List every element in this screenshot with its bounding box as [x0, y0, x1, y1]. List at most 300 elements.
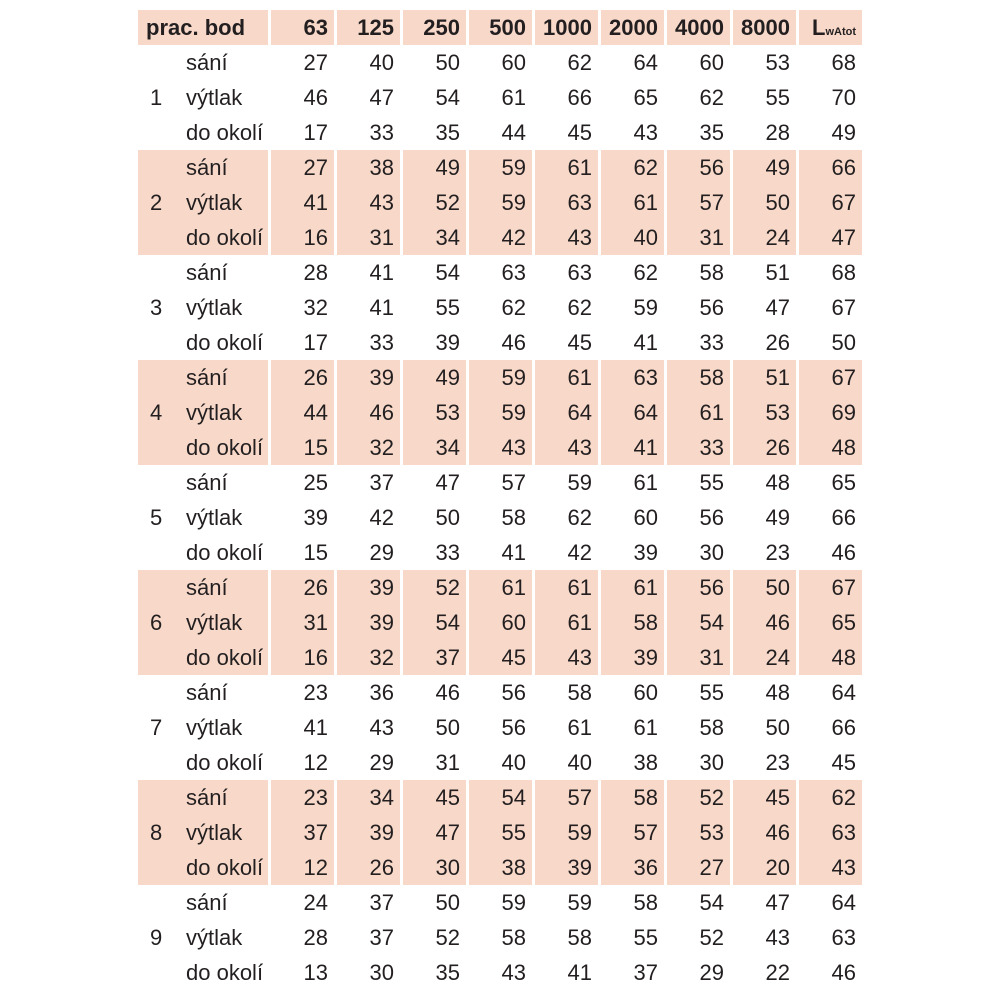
- value-cell: 60: [598, 675, 664, 710]
- row-label: do okolí: [186, 645, 264, 670]
- table-row: [138, 745, 862, 780]
- point-number: 3: [150, 295, 163, 320]
- table-row: [138, 430, 862, 465]
- value-cell: 62: [664, 80, 730, 115]
- row-label: výtlak: [186, 820, 243, 845]
- value-cell: 58: [598, 780, 664, 815]
- value-cell: 56: [664, 570, 730, 605]
- value-cell: 55: [664, 465, 730, 500]
- header-total: [796, 10, 862, 45]
- value-cell: 45: [400, 780, 466, 815]
- value-cell: 61: [598, 570, 664, 605]
- value-cell: 63: [598, 360, 664, 395]
- value-cell: 60: [664, 45, 730, 80]
- value-cell: 16: [268, 640, 334, 675]
- row-label-cell: [138, 535, 268, 570]
- total-cell: 63: [796, 815, 862, 850]
- total-cell: 67: [796, 185, 862, 220]
- value-cell: 32: [334, 430, 400, 465]
- point-number: 7: [150, 715, 163, 740]
- value-cell: 54: [466, 780, 532, 815]
- value-cell: 46: [400, 675, 466, 710]
- value-cell: 43: [532, 640, 598, 675]
- row-label: sání: [186, 470, 228, 495]
- row-label: sání: [186, 680, 228, 705]
- value-cell: 33: [664, 325, 730, 360]
- value-cell: 60: [598, 500, 664, 535]
- total-cell: 48: [796, 430, 862, 465]
- table-row: [138, 115, 862, 150]
- value-cell: 31: [664, 220, 730, 255]
- value-cell: 48: [730, 465, 796, 500]
- value-cell: 43: [466, 955, 532, 990]
- value-cell: 23: [730, 745, 796, 780]
- table-row: [138, 955, 862, 990]
- value-cell: 37: [598, 955, 664, 990]
- value-cell: 55: [730, 80, 796, 115]
- value-cell: 57: [466, 465, 532, 500]
- table-row: [138, 605, 862, 640]
- noise-table: [138, 10, 862, 990]
- table-row: [138, 80, 862, 115]
- row-label-cell: [138, 115, 268, 150]
- value-cell: 63: [532, 255, 598, 290]
- header-label: prac. bod: [138, 10, 268, 45]
- total-cell: 46: [796, 535, 862, 570]
- value-cell: 40: [466, 745, 532, 780]
- value-cell: 26: [334, 850, 400, 885]
- value-cell: 39: [334, 360, 400, 395]
- point-number: 2: [150, 190, 163, 215]
- row-label-cell: [138, 920, 268, 955]
- value-cell: 56: [466, 675, 532, 710]
- value-cell: 50: [400, 45, 466, 80]
- value-cell: 41: [334, 255, 400, 290]
- row-label-cell: [138, 675, 268, 710]
- value-cell: 59: [532, 815, 598, 850]
- row-label-cell: [138, 290, 268, 325]
- total-cell: 50: [796, 325, 862, 360]
- value-cell: 62: [466, 290, 532, 325]
- value-cell: 22: [730, 955, 796, 990]
- value-cell: 59: [532, 465, 598, 500]
- value-cell: 48: [730, 675, 796, 710]
- total-cell: 64: [796, 885, 862, 920]
- table-row: [138, 395, 862, 430]
- value-cell: 29: [334, 745, 400, 780]
- header-freq: 8000: [730, 10, 796, 45]
- row-label: do okolí: [186, 960, 264, 985]
- value-cell: 41: [268, 710, 334, 745]
- value-cell: 54: [400, 605, 466, 640]
- value-cell: 58: [664, 255, 730, 290]
- value-cell: 33: [334, 115, 400, 150]
- row-label-cell: [138, 325, 268, 360]
- row-label-cell: [138, 360, 268, 395]
- row-label: do okolí: [186, 750, 264, 775]
- value-cell: 58: [466, 920, 532, 955]
- table-body: [138, 45, 862, 990]
- value-cell: 59: [466, 360, 532, 395]
- table-row: [138, 640, 862, 675]
- value-cell: 58: [664, 360, 730, 395]
- value-cell: 49: [400, 150, 466, 185]
- row-label-cell: [138, 185, 268, 220]
- value-cell: 59: [598, 290, 664, 325]
- value-cell: 61: [664, 395, 730, 430]
- header-freq: 63: [268, 10, 334, 45]
- value-cell: 29: [334, 535, 400, 570]
- value-cell: 38: [334, 150, 400, 185]
- value-cell: 47: [400, 815, 466, 850]
- value-cell: 63: [532, 185, 598, 220]
- row-label: sání: [186, 890, 228, 915]
- value-cell: 53: [400, 395, 466, 430]
- row-label: sání: [186, 785, 228, 810]
- value-cell: 31: [664, 640, 730, 675]
- value-cell: 61: [598, 710, 664, 745]
- value-cell: 53: [730, 45, 796, 80]
- value-cell: 26: [730, 325, 796, 360]
- header-freq: 125: [334, 10, 400, 45]
- value-cell: 31: [268, 605, 334, 640]
- value-cell: 15: [268, 535, 334, 570]
- value-cell: 41: [466, 535, 532, 570]
- value-cell: 30: [400, 850, 466, 885]
- table-row: [138, 45, 862, 80]
- value-cell: 26: [730, 430, 796, 465]
- row-label: sání: [186, 365, 228, 390]
- value-cell: 38: [598, 745, 664, 780]
- value-cell: 17: [268, 325, 334, 360]
- value-cell: 52: [400, 570, 466, 605]
- value-cell: 58: [532, 920, 598, 955]
- total-cell: 64: [796, 675, 862, 710]
- value-cell: 61: [466, 570, 532, 605]
- table-row: [138, 710, 862, 745]
- value-cell: 34: [400, 430, 466, 465]
- value-cell: 64: [598, 395, 664, 430]
- point-number: 9: [150, 925, 163, 950]
- total-cell: 45: [796, 745, 862, 780]
- row-label-cell: [138, 430, 268, 465]
- value-cell: 59: [466, 395, 532, 430]
- row-label: sání: [186, 50, 228, 75]
- table-row: [138, 290, 862, 325]
- value-cell: 45: [532, 325, 598, 360]
- value-cell: 39: [400, 325, 466, 360]
- table-row: [138, 255, 862, 290]
- value-cell: 42: [466, 220, 532, 255]
- value-cell: 49: [730, 500, 796, 535]
- value-cell: 47: [400, 465, 466, 500]
- value-cell: 45: [730, 780, 796, 815]
- value-cell: 39: [598, 640, 664, 675]
- value-cell: 58: [466, 500, 532, 535]
- value-cell: 38: [466, 850, 532, 885]
- row-label-cell: [138, 850, 268, 885]
- value-cell: 54: [664, 605, 730, 640]
- value-cell: 27: [268, 150, 334, 185]
- value-cell: 34: [400, 220, 466, 255]
- value-cell: 30: [664, 745, 730, 780]
- value-cell: 61: [598, 185, 664, 220]
- total-cell: 67: [796, 360, 862, 395]
- value-cell: 41: [268, 185, 334, 220]
- row-label: do okolí: [186, 225, 264, 250]
- value-cell: 23: [268, 675, 334, 710]
- value-cell: 60: [466, 45, 532, 80]
- value-cell: 50: [730, 570, 796, 605]
- row-label-cell: [138, 605, 268, 640]
- row-label-cell: [138, 80, 268, 115]
- row-label-cell: [138, 465, 268, 500]
- value-cell: 52: [400, 920, 466, 955]
- value-cell: 59: [466, 185, 532, 220]
- value-cell: 30: [664, 535, 730, 570]
- value-cell: 56: [664, 150, 730, 185]
- row-label: výtlak: [186, 925, 243, 950]
- table-header: [138, 10, 862, 45]
- row-label-cell: [138, 570, 268, 605]
- value-cell: 33: [664, 430, 730, 465]
- value-cell: 43: [730, 920, 796, 955]
- row-label: do okolí: [186, 540, 264, 565]
- value-cell: 50: [730, 710, 796, 745]
- value-cell: 16: [268, 220, 334, 255]
- value-cell: 43: [466, 430, 532, 465]
- value-cell: 39: [532, 850, 598, 885]
- value-cell: 41: [598, 430, 664, 465]
- value-cell: 43: [334, 185, 400, 220]
- value-cell: 58: [598, 885, 664, 920]
- value-cell: 29: [664, 955, 730, 990]
- value-cell: 17: [268, 115, 334, 150]
- row-label: do okolí: [186, 120, 264, 145]
- value-cell: 58: [532, 675, 598, 710]
- value-cell: 51: [730, 360, 796, 395]
- value-cell: 47: [730, 290, 796, 325]
- row-label-cell: [138, 395, 268, 430]
- table-row: [138, 815, 862, 850]
- total-cell: 48: [796, 640, 862, 675]
- total-sub: wAtot: [825, 26, 856, 38]
- point-number: 4: [150, 400, 163, 425]
- value-cell: 61: [466, 80, 532, 115]
- value-cell: 52: [400, 185, 466, 220]
- value-cell: 43: [532, 430, 598, 465]
- header-freq: 1000: [532, 10, 598, 45]
- point-number: 5: [150, 505, 163, 530]
- row-label: do okolí: [186, 855, 264, 880]
- value-cell: 39: [334, 570, 400, 605]
- value-cell: 42: [532, 535, 598, 570]
- value-cell: 43: [598, 115, 664, 150]
- value-cell: 54: [400, 80, 466, 115]
- value-cell: 25: [268, 465, 334, 500]
- value-cell: 56: [466, 710, 532, 745]
- value-cell: 39: [334, 815, 400, 850]
- value-cell: 42: [334, 500, 400, 535]
- value-cell: 53: [664, 815, 730, 850]
- value-cell: 61: [532, 150, 598, 185]
- value-cell: 39: [268, 500, 334, 535]
- table-row: [138, 535, 862, 570]
- row-label: výtlak: [186, 505, 243, 530]
- value-cell: 15: [268, 430, 334, 465]
- value-cell: 37: [334, 920, 400, 955]
- value-cell: 24: [730, 640, 796, 675]
- value-cell: 57: [664, 185, 730, 220]
- value-cell: 34: [334, 780, 400, 815]
- value-cell: 62: [598, 150, 664, 185]
- value-cell: 24: [730, 220, 796, 255]
- row-label-cell: [138, 500, 268, 535]
- value-cell: 57: [598, 815, 664, 850]
- value-cell: 60: [466, 605, 532, 640]
- table-row: [138, 920, 862, 955]
- row-label-cell: [138, 885, 268, 920]
- value-cell: 39: [598, 535, 664, 570]
- value-cell: 59: [466, 885, 532, 920]
- value-cell: 37: [400, 640, 466, 675]
- row-label: sání: [186, 155, 228, 180]
- value-cell: 37: [334, 465, 400, 500]
- value-cell: 12: [268, 850, 334, 885]
- row-label: výtlak: [186, 85, 243, 110]
- table-row: [138, 185, 862, 220]
- value-cell: 50: [400, 500, 466, 535]
- value-cell: 54: [400, 255, 466, 290]
- row-label-cell: [138, 640, 268, 675]
- row-label: výtlak: [186, 400, 243, 425]
- table-row: [138, 570, 862, 605]
- row-label-cell: [138, 745, 268, 780]
- value-cell: 32: [334, 640, 400, 675]
- value-cell: 46: [334, 395, 400, 430]
- value-cell: 40: [598, 220, 664, 255]
- value-cell: 41: [532, 955, 598, 990]
- value-cell: 63: [466, 255, 532, 290]
- table-row: [138, 780, 862, 815]
- value-cell: 35: [400, 955, 466, 990]
- value-cell: 49: [730, 150, 796, 185]
- value-cell: 62: [532, 290, 598, 325]
- value-cell: 61: [532, 360, 598, 395]
- total-cell: 46: [796, 955, 862, 990]
- row-label: výtlak: [186, 190, 243, 215]
- value-cell: 46: [466, 325, 532, 360]
- total-cell: 68: [796, 45, 862, 80]
- total-cell: 66: [796, 500, 862, 535]
- row-label: do okolí: [186, 330, 264, 355]
- total-cell: 67: [796, 570, 862, 605]
- value-cell: 41: [334, 290, 400, 325]
- row-label: sání: [186, 260, 228, 285]
- value-cell: 61: [532, 570, 598, 605]
- row-label-cell: [138, 220, 268, 255]
- total-cell: 67: [796, 290, 862, 325]
- value-cell: 59: [532, 885, 598, 920]
- value-cell: 26: [268, 570, 334, 605]
- value-cell: 64: [532, 395, 598, 430]
- value-cell: 62: [532, 45, 598, 80]
- total-cell: 49: [796, 115, 862, 150]
- value-cell: 64: [598, 45, 664, 80]
- total-cell: 65: [796, 465, 862, 500]
- header-freq: 2000: [598, 10, 664, 45]
- value-cell: 65: [598, 80, 664, 115]
- value-cell: 43: [532, 220, 598, 255]
- value-cell: 37: [334, 885, 400, 920]
- value-cell: 62: [598, 255, 664, 290]
- table-row: [138, 220, 862, 255]
- value-cell: 55: [598, 920, 664, 955]
- value-cell: 30: [334, 955, 400, 990]
- header-freq: 4000: [664, 10, 730, 45]
- value-cell: 46: [730, 815, 796, 850]
- row-label-cell: [138, 710, 268, 745]
- value-cell: 35: [400, 115, 466, 150]
- row-label-cell: [138, 150, 268, 185]
- value-cell: 41: [598, 325, 664, 360]
- value-cell: 35: [664, 115, 730, 150]
- value-cell: 56: [664, 500, 730, 535]
- value-cell: 23: [268, 780, 334, 815]
- point-number: 1: [150, 85, 163, 110]
- value-cell: 61: [532, 710, 598, 745]
- row-label: výtlak: [186, 295, 243, 320]
- total-cell: 66: [796, 710, 862, 745]
- value-cell: 66: [532, 80, 598, 115]
- value-cell: 49: [400, 360, 466, 395]
- value-cell: 37: [268, 815, 334, 850]
- value-cell: 50: [730, 185, 796, 220]
- point-number: 8: [150, 820, 163, 845]
- value-cell: 33: [334, 325, 400, 360]
- table-row: [138, 885, 862, 920]
- header-freq: 500: [466, 10, 532, 45]
- header-freq: 250: [400, 10, 466, 45]
- value-cell: 24: [268, 885, 334, 920]
- value-cell: 13: [268, 955, 334, 990]
- value-cell: 57: [532, 780, 598, 815]
- value-cell: 43: [334, 710, 400, 745]
- value-cell: 36: [598, 850, 664, 885]
- value-cell: 45: [532, 115, 598, 150]
- value-cell: 28: [268, 255, 334, 290]
- value-cell: 58: [598, 605, 664, 640]
- row-label-cell: [138, 955, 268, 990]
- table-row: [138, 150, 862, 185]
- table-row: [138, 360, 862, 395]
- value-cell: 46: [268, 80, 334, 115]
- total-cell: 66: [796, 150, 862, 185]
- row-label-cell: [138, 780, 268, 815]
- value-cell: 12: [268, 745, 334, 780]
- value-cell: 40: [334, 45, 400, 80]
- total-cell: 63: [796, 920, 862, 955]
- value-cell: 47: [730, 885, 796, 920]
- value-cell: 55: [400, 290, 466, 325]
- value-cell: 32: [268, 290, 334, 325]
- total-main: L: [812, 15, 826, 40]
- value-cell: 45: [466, 640, 532, 675]
- value-cell: 51: [730, 255, 796, 290]
- value-cell: 27: [268, 45, 334, 80]
- row-label: sání: [186, 575, 228, 600]
- table-row: [138, 675, 862, 710]
